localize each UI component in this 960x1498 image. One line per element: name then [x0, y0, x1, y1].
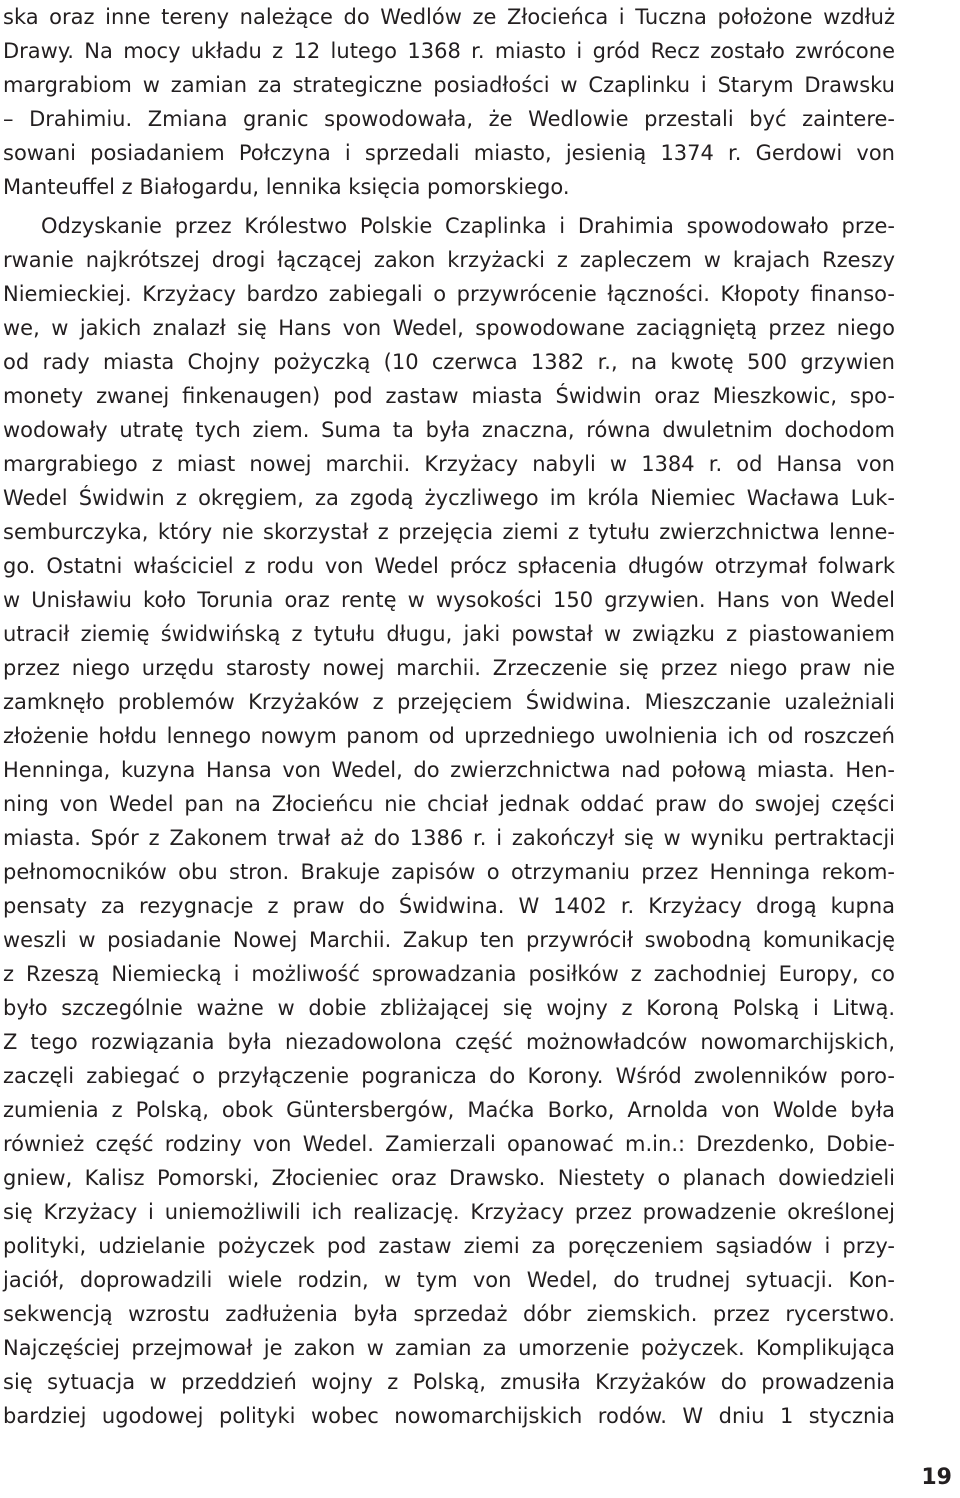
text-line: bardziej ugodowej polityki wobec nowomarchijskich rodów. W dniu 1 stycznia: [3, 1404, 895, 1428]
text-line: pełnomocników obu stron. Brakuje zapisów o otrzymaniu przez Henninga rekom-: [3, 860, 895, 884]
text-line: również część rodziny von Wedel. Zamierzali opanować m.in.: Drezdenko, Dobie-: [3, 1132, 895, 1156]
text-line: zumienia z Polską, obok Güntersbergów, Maćka Borko, Arnolda von Wolde była: [3, 1098, 895, 1122]
text-line: Henninga, kuzyna Hansa von Wedel, do zwierzchnictwa nad połową miasta. Hen-: [3, 758, 895, 782]
text-line: margrabiom w zamian za strategiczne posiadłości w Czaplinku i Starym Drawsku: [3, 73, 895, 97]
text-line: Niemieckiej. Krzyżacy bardzo zabiegali o przywrócenie łączności. Kłopoty finanso-: [3, 282, 895, 306]
paragraph-first-line: Odzyskanie przez Królestwo Polskie Czaplinka i Drahimia spowodowało prze-: [41, 214, 895, 238]
text-line: rwanie najkrótszej drogi łączącej zakon krzyżacki z zapleczem w krajach Rzeszy: [3, 248, 895, 272]
text-line: Najczęściej przejmował je zakon w zamian za umorzenie pożyczek. Komplikująca: [3, 1336, 895, 1360]
text-line: sekwencją wzrostu zadłużenia była sprzedaż dóbr ziemskich. przez rycerstwo.: [3, 1302, 895, 1326]
text-line: ning von Wedel pan na Złocieńcu nie chciał jednak oddać praw do swojej części: [3, 792, 895, 816]
text-line: utracił ziemię świdwińską z tytułu długu, jaki powstał w związku z piastowaniem: [3, 622, 895, 646]
text-line: zamknęło problemów Krzyżaków z przejęciem Świdwina. Mieszczanie uzależniali: [3, 690, 895, 714]
page-number: 19: [921, 1465, 952, 1490]
text-line: we, w jakich znalazł się Hans von Wedel, spowodowane zaciągniętą przez niego: [3, 316, 895, 340]
text-line: Manteuffel z Białogardu, lennika księcia pomorskiego.: [3, 175, 570, 199]
text-line: miasta. Spór z Zakonem trwał aż do 1386 r. i zakończył się w wyniku pertraktacji: [3, 826, 895, 850]
text-line: zaczęli zabiegać o przyłączenie pogranicza do Korony. Wśród zwolenników poro-: [3, 1064, 895, 1088]
text-line: go. Ostatni właściciel z rodu von Wedel prócz spłacenia długów otrzymał folwark: [3, 554, 895, 578]
text-line: było szczególnie ważne w dobie zbliżającej się wojny z Koroną Polską i Litwą.: [3, 996, 895, 1020]
text-line: – Drahimiu. Zmiana granic spowodowała, że Wedlowie przestali być zaintere-: [3, 107, 895, 131]
text-line: Drawy. Na mocy układu z 12 lutego 1368 r. miasto i gród Recz zostało zwrócone: [3, 39, 895, 63]
text-line: z Rzeszą Niemiecką i możliwość sprowadzania posiłków z zachodniej Europy, co: [3, 962, 895, 986]
text-line: gniew, Kalisz Pomorski, Złocieniec oraz Drawsko. Niestety o planach dowiedzieli: [3, 1166, 895, 1190]
text-line: się Krzyżacy i uniemożliwili ich realizację. Krzyżacy przez prowadzenie określonej: [3, 1200, 895, 1224]
text-line: wodowały utratę tych ziem. Suma ta była znaczna, równa dwuletnim dochodom: [3, 418, 895, 442]
text-line: margrabiego z miast nowej marchii. Krzyżacy nabyli w 1384 r. od Hansa von: [3, 452, 895, 476]
text-line: monety zwanej finkenaugen) pod zastaw miasta Świdwin oraz Mieszkowic, spo-: [3, 384, 895, 408]
text-line: złożenie hołdu lennego nowym panom od uprzedniego uwolnienia ich od roszczeń: [3, 724, 895, 748]
text-line: od rady miasta Chojny pożyczką (10 czerwca 1382 r., na kwotę 500 grzywien: [3, 350, 895, 374]
text-line: przez niego urzędu starosty nowej marchii. Zrzeczenie się przez niego praw nie: [3, 656, 895, 680]
text-line: ska oraz inne tereny należące do Wedlów ze Złocieńca i Tuczna położone wzdłuż: [3, 5, 895, 29]
text-line: pensaty za rezygnacje z praw do Świdwina. W 1402 r. Krzyżacy drogą kupna: [3, 894, 895, 918]
text-line: weszli w posiadanie Nowej Marchii. Zakup ten przywrócił swobodną komunikację: [3, 928, 895, 952]
text-line: w Unisławiu koło Torunia oraz rentę w wysokości 150 grzywien. Hans von Wedel: [3, 588, 895, 612]
text-line: jaciół, doprowadzili wiele rodzin, w tym von Wedel, do trudnej sytuacji. Kon-: [3, 1268, 895, 1292]
text-line: się sytuacja w przeddzień wojny z Polską, zmusiła Krzyżaków do prowadzenia: [3, 1370, 895, 1394]
text-line: polityki, udzielanie pożyczek pod zastaw ziemi za poręczeniem sąsiadów i przy-: [3, 1234, 895, 1258]
text-line: sowani posiadaniem Połczyna i sprzedali miasto, jesienią 1374 r. Gerdowi von: [3, 141, 895, 165]
text-line: Wedel Świdwin z okręgiem, za zgodą życzliwego im króla Niemiec Wacława Luk-: [3, 486, 895, 510]
text-line: Z tego rozwiązania była niezadowolona część możnowładców nowomarchijskich,: [3, 1030, 895, 1054]
text-line: semburczyka, który nie skorzystał z przejęcia ziemi z tytułu zwierzchnictwa lenne-: [3, 520, 895, 544]
